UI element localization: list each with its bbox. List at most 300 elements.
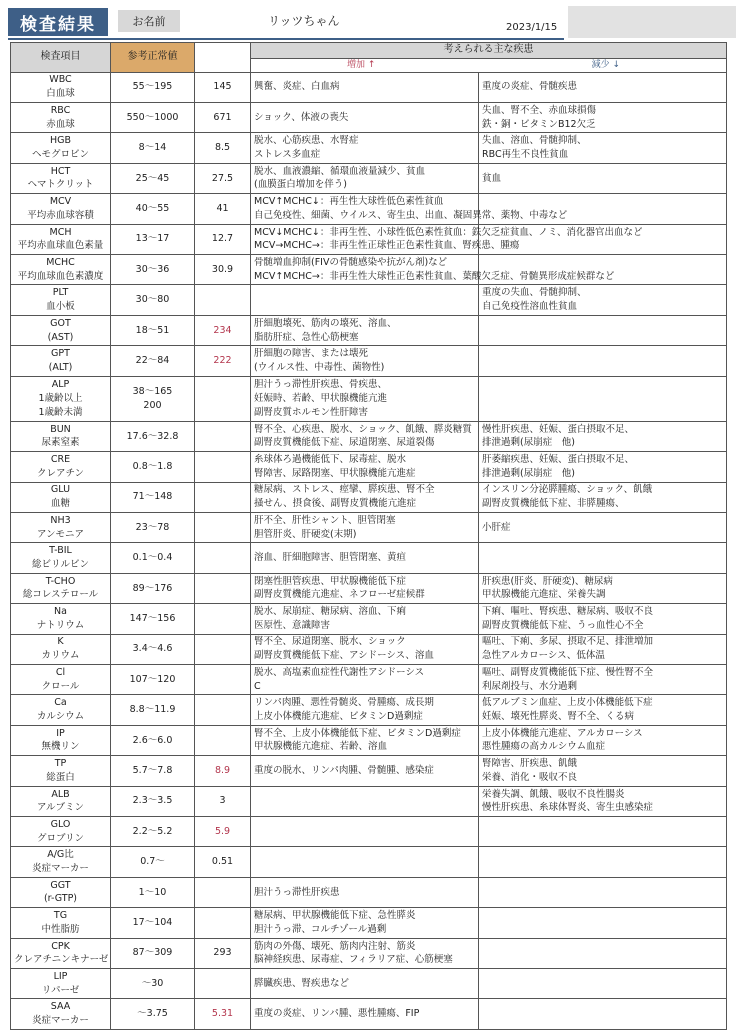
table-row (11, 254, 727, 284)
increase-diseases (251, 163, 479, 193)
test-name-line: クレアチニンキナーゼ (14, 954, 109, 966)
reference-range-line: 17.6～32.8 (126, 430, 179, 442)
increase-diseases (251, 346, 479, 376)
name-label: お名前 (118, 10, 180, 32)
increase-diseases (251, 376, 479, 421)
results-table (10, 42, 727, 1030)
increase-diseases-line: 腎不全、心疾患、脱水、ショック、飢餓、膵炎糖質 (254, 423, 472, 435)
reference-range (111, 346, 195, 376)
decrease-diseases-line: 甲状腺機能亢進症、栄養失調 (482, 589, 606, 601)
decrease-diseases-line: 失血、溶血、骨髄抑制、 (482, 135, 587, 147)
increase-diseases (251, 573, 479, 603)
table-row (11, 102, 727, 132)
test-name (11, 133, 111, 163)
decrease-diseases (479, 315, 727, 345)
increase-diseases (251, 102, 479, 132)
table-row (11, 786, 727, 816)
increase-diseases (251, 969, 479, 999)
table-row (11, 756, 727, 786)
test-name (11, 512, 111, 542)
decrease-diseases-line: 肝萎縮疾患、妊娠、蛋白摂取不足、 (482, 454, 635, 466)
test-name-line: ヘマトクリット (27, 179, 94, 191)
test-name (11, 999, 111, 1030)
page-title: 検査結果 (8, 8, 108, 36)
reference-range-line: 147～156 (129, 612, 176, 624)
increase-diseases (251, 938, 479, 968)
test-name-line: カリウム (41, 650, 80, 662)
test-name-line: Cl (55, 666, 66, 678)
result-value (195, 908, 251, 938)
test-name (11, 877, 111, 907)
decrease-diseases-line: 腎障害、肝疾患、飢餓 (482, 758, 578, 770)
decrease-diseases-line: 悪性腫瘍の高カルシウム血症 (482, 741, 606, 753)
reference-range-line: 30～36 (135, 263, 170, 275)
decrease-diseases (479, 877, 727, 907)
table-row (11, 847, 727, 877)
decrease-diseases (479, 512, 727, 542)
increase-diseases (251, 421, 479, 451)
increase-diseases (251, 816, 479, 846)
test-name (11, 482, 111, 512)
reference-range-line: 0.1～0.4 (132, 552, 173, 564)
reference-range (111, 573, 195, 603)
table-row (11, 816, 727, 846)
increase-diseases-line: 医原性、意識障害 (254, 619, 331, 631)
result-value: 41 (195, 194, 251, 224)
test-name-line: Na (54, 606, 67, 618)
reference-range-line: 200 (143, 399, 162, 411)
increase-diseases-line: 溶血、肝細胞障害、胆管閉塞、黄疸 (254, 552, 407, 564)
test-name (11, 938, 111, 968)
table-row (11, 285, 727, 315)
decrease-diseases (479, 102, 727, 132)
decrease-diseases-line: 下痢、嘔吐、腎疾患、糖尿病、吸収不良 (482, 606, 654, 618)
test-name-line: WBC (49, 74, 72, 86)
test-name-line: 炎症マーカー (32, 863, 89, 875)
increase-diseases-line: 脱水、血液濃縮、循環血液量減少、貧血 (254, 165, 426, 177)
increase-diseases-line: 重度の炎症、リンパ腫、悪性腫瘍、FIP (254, 1008, 420, 1020)
test-name-line: 平均赤血球血色素量 (17, 240, 104, 252)
reference-range-line: 2.6～6.0 (132, 734, 173, 746)
result-value (195, 512, 251, 542)
decrease-diseases-line: 利尿剤投与、水分過剰 (482, 680, 578, 692)
table-row (11, 376, 727, 421)
increase-diseases (251, 695, 479, 725)
test-name-line: 血糖 (50, 498, 70, 510)
result-value: 27.5 (195, 163, 251, 193)
test-name (11, 695, 111, 725)
reference-range-line: 30～80 (135, 294, 170, 306)
table-row (11, 725, 727, 755)
increase-diseases (251, 285, 479, 315)
decrease-diseases-line: 急性アルカローシス、低体温 (482, 650, 605, 662)
decrease-diseases-line: 重度の失血、骨髄抑制、 (482, 287, 587, 299)
reference-range (111, 72, 195, 102)
increase-diseases-line: 糖尿病、甲状腺機能低下症、急性膵炎 (254, 910, 416, 922)
reference-range-line: 71～148 (132, 491, 173, 503)
table-row (11, 938, 727, 968)
decrease-diseases (479, 72, 727, 102)
table-row (11, 604, 727, 634)
increase-diseases-line: 脱水、高塩素血症性代謝性アシドーシス (254, 666, 425, 678)
decrease-diseases-line: 肝疾患(肝炎、肝硬変)、糖尿病 (482, 575, 613, 587)
increase-diseases-line: 肝細胞壊死、筋肉の壊死、溶血、 (254, 317, 397, 329)
reference-range (111, 695, 195, 725)
increase-diseases-line: ショック、体液の喪失 (254, 111, 349, 123)
increase-diseases-line: 脱水、尿崩症、糖尿病、溶血、下痢 (254, 606, 407, 618)
decrease-diseases (479, 908, 727, 938)
test-name (11, 664, 111, 694)
test-name (11, 908, 111, 938)
increase-diseases-line: 胆管肝炎、肝硬変(末期) (254, 528, 357, 540)
reference-range (111, 938, 195, 968)
decrease-diseases-line: 栄養失調、飢餓、吸収不良性腸炎 (482, 788, 625, 800)
decrease-diseases-line: 重度の炎症、骨髄疾患 (482, 81, 578, 93)
table-row (11, 194, 727, 224)
result-value: 8.5 (195, 133, 251, 163)
decrease-diseases (479, 816, 727, 846)
result-value (195, 376, 251, 421)
increase-diseases-line: 副腎皮質機能低下症、尿道閉塞、尿道裂傷 (254, 437, 435, 449)
reference-range-line: 25～45 (135, 172, 170, 184)
test-name-line: RBC (50, 104, 71, 116)
reference-range (111, 725, 195, 755)
decrease-diseases-line: 嘔吐、副腎皮質機能低下症、慢性腎不全 (482, 666, 654, 678)
table-row (11, 573, 727, 603)
test-name (11, 543, 111, 573)
test-name-line: クロール (41, 680, 80, 692)
reference-range-line: 550～1000 (126, 111, 179, 123)
test-name-line: グロブリン (36, 832, 85, 844)
test-name-line: リパーゼ (41, 984, 80, 996)
decrease-diseases-line: インスリン分泌膵腫瘍、ショック、飢餓 (482, 484, 653, 496)
reference-range (111, 452, 195, 482)
test-name (11, 194, 111, 224)
increase-diseases-line: 閉塞性胆管疾患、甲状腺機能低下症 (254, 575, 407, 587)
reference-range (111, 133, 195, 163)
increase-diseases (251, 315, 479, 345)
test-name-line: 尿素窒素 (41, 437, 80, 449)
increase-diseases-line: 筋肉の外傷、壊死、筋肉内注射、筋炎 (254, 940, 416, 952)
increase-diseases (251, 725, 479, 755)
table-row (11, 452, 727, 482)
increase-diseases (251, 224, 643, 254)
test-name (11, 847, 111, 877)
result-value (195, 695, 251, 725)
decrease-diseases-line: 低アルブミン血症、上皮小体機能低下症 (482, 697, 653, 709)
increase-diseases-line: 胆汁うっ滞性肝疾患 (254, 886, 340, 898)
reference-range (111, 877, 195, 907)
table-row (11, 877, 727, 907)
reference-range (111, 482, 195, 512)
increase-diseases-line: 興奮、炎症、白血病 (254, 81, 340, 93)
table-row (11, 695, 727, 725)
result-value: 12.7 (195, 224, 251, 254)
decrease-diseases-line: 妊娠、壊死性膵炎、腎不全、くる病 (482, 711, 635, 723)
test-name-line: TG (53, 910, 68, 922)
increase-diseases (251, 72, 479, 102)
reference-range (111, 756, 195, 786)
increase-diseases-line: 肝細胞の障害、または壊死 (254, 348, 369, 360)
decrease-diseases (479, 604, 727, 634)
reference-range-line: 8.8～11.9 (129, 704, 176, 716)
report-header (0, 0, 736, 40)
increase-diseases (251, 877, 479, 907)
result-value: 5.31 (195, 999, 251, 1030)
increase-diseases (251, 634, 479, 664)
decrease-diseases (479, 999, 727, 1030)
decrease-diseases (479, 482, 727, 512)
test-name (11, 756, 111, 786)
increase-diseases-line: 脳神経疾患、尿毒症、フィラリア症、心筋梗塞 (254, 954, 453, 966)
test-name-line: HCT (50, 165, 71, 177)
reference-range-line: 89～176 (132, 582, 173, 594)
decrease-diseases-line: 副腎皮質機能低下症、うっ血性心不全 (482, 619, 644, 631)
result-value: 222 (195, 346, 251, 376)
reference-range-line: ～3.75 (137, 1008, 168, 1020)
reference-range-line: 107～120 (129, 673, 176, 685)
test-name-line: SAA (50, 1001, 71, 1013)
increase-diseases-line: 妊娠時、若齢、甲状腺機能亢進 (254, 392, 388, 404)
report-date: 2023/1/15 (506, 22, 558, 33)
increase-diseases-line: MCV→MCHC→：非再生性正球性正色素性貧血、腎疾患、腫瘍 (254, 240, 520, 252)
table-row (11, 224, 727, 254)
test-name-line: MCV (49, 196, 72, 208)
decrease-diseases-line: 上皮小体機能亢進症、アルカローシス (482, 727, 643, 739)
increase-diseases (251, 133, 479, 163)
test-name-line: BUN (50, 423, 71, 435)
decrease-label: 減少 ↓ (591, 59, 620, 70)
reference-range-line: 17～104 (132, 917, 173, 928)
test-name-line: (ALT) (48, 361, 73, 373)
test-name-line: TP (54, 758, 67, 770)
test-name (11, 254, 111, 284)
test-name-line: (AST) (47, 331, 74, 343)
test-name-line: 総蛋白 (46, 771, 75, 783)
decrease-diseases (479, 664, 727, 694)
reference-range (111, 847, 195, 877)
test-name-line: GLO (50, 818, 71, 830)
result-value: 8.9 (195, 756, 251, 786)
reference-range-line: 2.3～3.5 (132, 795, 173, 807)
result-value (195, 877, 251, 907)
increase-diseases-line: 骨髄増血抑制(FIVの骨髄感染や抗がん剤)など (254, 256, 448, 268)
decrease-diseases-line: 失血、腎不全、赤血球損傷 (482, 104, 597, 116)
decrease-diseases-line: 鉄・銅・ビタミンB12欠乏 (482, 118, 596, 130)
reference-range-line: 0.7～ (140, 856, 165, 868)
result-value: 145 (195, 72, 251, 102)
reference-range (111, 908, 195, 938)
result-value: 3 (195, 786, 251, 816)
test-name-line: GPT (51, 348, 70, 360)
test-name-line: ALB (51, 788, 70, 800)
increase-diseases-line: 副腎皮質機能亢進症、ネフローゼ症候群 (254, 589, 425, 601)
increase-diseases-line: 自己免疫性、細菌、ウイルス、寄生虫、出血、凝固異常、薬物、中毒など (254, 209, 568, 221)
decrease-diseases (479, 756, 727, 786)
reference-range (111, 163, 195, 193)
test-name (11, 102, 111, 132)
result-value (195, 573, 251, 603)
result-value: 671 (195, 102, 251, 132)
result-value (195, 482, 251, 512)
result-value: 30.9 (195, 254, 251, 284)
reference-range-line: 5.7～7.8 (132, 764, 173, 776)
table-row (11, 908, 727, 938)
reference-range (111, 786, 195, 816)
increase-diseases-line: 副腎皮質ホルモン性肝障害 (254, 406, 369, 418)
test-name-line: 1歳齢以上 (38, 392, 83, 404)
test-name (11, 376, 111, 421)
increase-diseases-line: 重度の脱水、リンパ肉腫、骨髄腫、感染症 (254, 764, 434, 776)
decrease-diseases-line: 慢性肝疾患、糸球体腎炎、寄生虫感染症 (482, 802, 654, 814)
increase-diseases-line: 糖尿病、ストレス、痙攣、膵疾患、腎不全 (254, 484, 435, 496)
test-name-line: IP (56, 727, 65, 739)
col-diseases-header: 考えられる主な疾患 (251, 43, 727, 59)
reference-range-line: 87～309 (132, 947, 173, 959)
test-name-line: (r-GTP) (43, 893, 78, 905)
test-name-line: T-CHO (45, 575, 76, 587)
test-name-line: T-BIL (49, 545, 72, 557)
reference-range (111, 315, 195, 345)
reference-range (111, 664, 195, 694)
result-value (195, 634, 251, 664)
test-name (11, 816, 111, 846)
result-value: 5.9 (195, 816, 251, 846)
reference-range-line: 18～51 (135, 324, 170, 336)
increase-diseases (251, 756, 479, 786)
reference-range (111, 816, 195, 846)
increase-diseases-line: C (254, 680, 261, 692)
col-value-header (195, 43, 251, 73)
test-name-line: Ca (54, 697, 67, 709)
result-value (195, 285, 251, 315)
test-name (11, 72, 111, 102)
increase-diseases-line: 胆汁うっ滞、コルチゾール過剰 (254, 923, 387, 935)
result-value (195, 969, 251, 999)
increase-diseases-line: 胆汁うっ滞性肝疾患、骨疾患、 (254, 379, 388, 390)
reference-range-line: 2.2～5.2 (132, 825, 173, 837)
reference-range (111, 194, 195, 224)
test-name (11, 725, 111, 755)
reference-range (111, 285, 195, 315)
increase-diseases-line: (血膜蛋白増加を伴う) (254, 179, 347, 191)
table-row (11, 421, 727, 451)
test-name-line: 1歳齢未満 (38, 406, 83, 418)
test-name-line: 炎症マーカー (32, 1015, 89, 1027)
test-name (11, 346, 111, 376)
increase-diseases-line: MCV↑MCHC↓：再生性大球性低色素性貧血 (254, 196, 444, 208)
test-name (11, 163, 111, 193)
decrease-diseases (479, 725, 727, 755)
table-row (11, 969, 727, 999)
decrease-diseases (479, 285, 727, 315)
reference-range-line: 55～195 (132, 81, 173, 93)
result-value (195, 664, 251, 694)
test-name-line: CRE (50, 454, 71, 466)
reference-range (111, 102, 195, 132)
result-value: 234 (195, 315, 251, 345)
decrease-diseases (479, 969, 727, 999)
increase-diseases-line: 肝不全、肝性シャント、胆管閉塞 (254, 514, 396, 526)
reference-range (111, 512, 195, 542)
increase-diseases-line: (ウイルス性、中毒性、菌物性) (254, 361, 385, 373)
decrease-diseases-line: 嘔吐、下痢、多尿、摂取不足、排泄増加 (482, 636, 654, 648)
increase-diseases (251, 664, 479, 694)
test-name-line: 白血球 (46, 88, 75, 100)
result-value (195, 725, 251, 755)
col-item-header: 検査項目 (11, 43, 111, 73)
increase-diseases-line: 糸球体ろ過機能低下、尿毒症、脱水 (254, 454, 407, 466)
test-name (11, 969, 111, 999)
reference-range-line: 38～165 (132, 385, 173, 397)
decrease-diseases (479, 634, 727, 664)
table-row (11, 346, 727, 376)
decrease-diseases (479, 938, 727, 968)
increase-diseases-line: 甲状腺機能亢進症、若齢、溶血 (254, 741, 388, 753)
decrease-diseases (479, 376, 727, 421)
increase-diseases-line: 上皮小体機能亢進症、ビタミンD過剰症 (254, 711, 423, 723)
result-value (195, 421, 251, 451)
test-name (11, 786, 111, 816)
reference-range (111, 969, 195, 999)
test-name-line: HGB (49, 135, 72, 147)
reference-range (111, 604, 195, 634)
increase-diseases (251, 786, 479, 816)
test-name (11, 315, 111, 345)
decrease-diseases (479, 573, 727, 603)
test-name-line: クレアチン (36, 467, 85, 479)
increase-diseases-line: 掻せん、摂食後、副腎皮質機能亢進症 (254, 498, 417, 510)
increase-diseases (251, 543, 479, 573)
result-value (195, 543, 251, 573)
decrease-diseases-line: 排泄過剰(尿崩症 他) (482, 437, 575, 449)
decrease-diseases (479, 163, 727, 193)
increase-diseases (251, 512, 479, 542)
table-row (11, 512, 727, 542)
increase-diseases (251, 254, 615, 284)
test-name-line: 中性脂肪 (41, 923, 80, 935)
increase-diseases (251, 908, 479, 938)
increase-diseases-line: 副腎皮質機能低下症、アシドーシス、溶血 (254, 650, 434, 662)
table-row (11, 634, 727, 664)
increase-diseases-line: 腎障害、尿路閉塞、甲状腺機能亢進症 (254, 467, 416, 479)
decrease-diseases-line: 貧血 (482, 172, 502, 184)
test-name-line: A/G比 (47, 849, 74, 861)
increase-diseases (251, 482, 479, 512)
test-name-line: アンモニア (36, 528, 85, 540)
test-name (11, 452, 111, 482)
decrease-diseases-line: 栄養、消化・吸収不良 (482, 771, 578, 783)
test-name-line: MCH (49, 226, 72, 238)
test-name-line: 無機リン (41, 741, 80, 753)
result-value: 0.51 (195, 847, 251, 877)
decrease-diseases (479, 786, 727, 816)
test-name-line: ヘモグロビン (31, 149, 89, 161)
reference-range-line: 8～14 (138, 142, 167, 154)
test-name-line: GLU (50, 484, 71, 496)
test-name (11, 224, 111, 254)
test-name-line: MCHC (46, 256, 75, 268)
test-name (11, 634, 111, 664)
reference-range (111, 634, 195, 664)
test-name (11, 421, 111, 451)
increase-diseases-line: MCV↓MCHC↓：非再生性、小球性低色素性貧血：鉄欠乏症貧血、ノミ、消化器官出血など (254, 226, 643, 238)
decrease-diseases (479, 133, 727, 163)
reference-range-line: 23～78 (135, 521, 170, 533)
test-name-line: ALP (51, 379, 70, 390)
result-value: 293 (195, 938, 251, 968)
table-row (11, 163, 727, 193)
